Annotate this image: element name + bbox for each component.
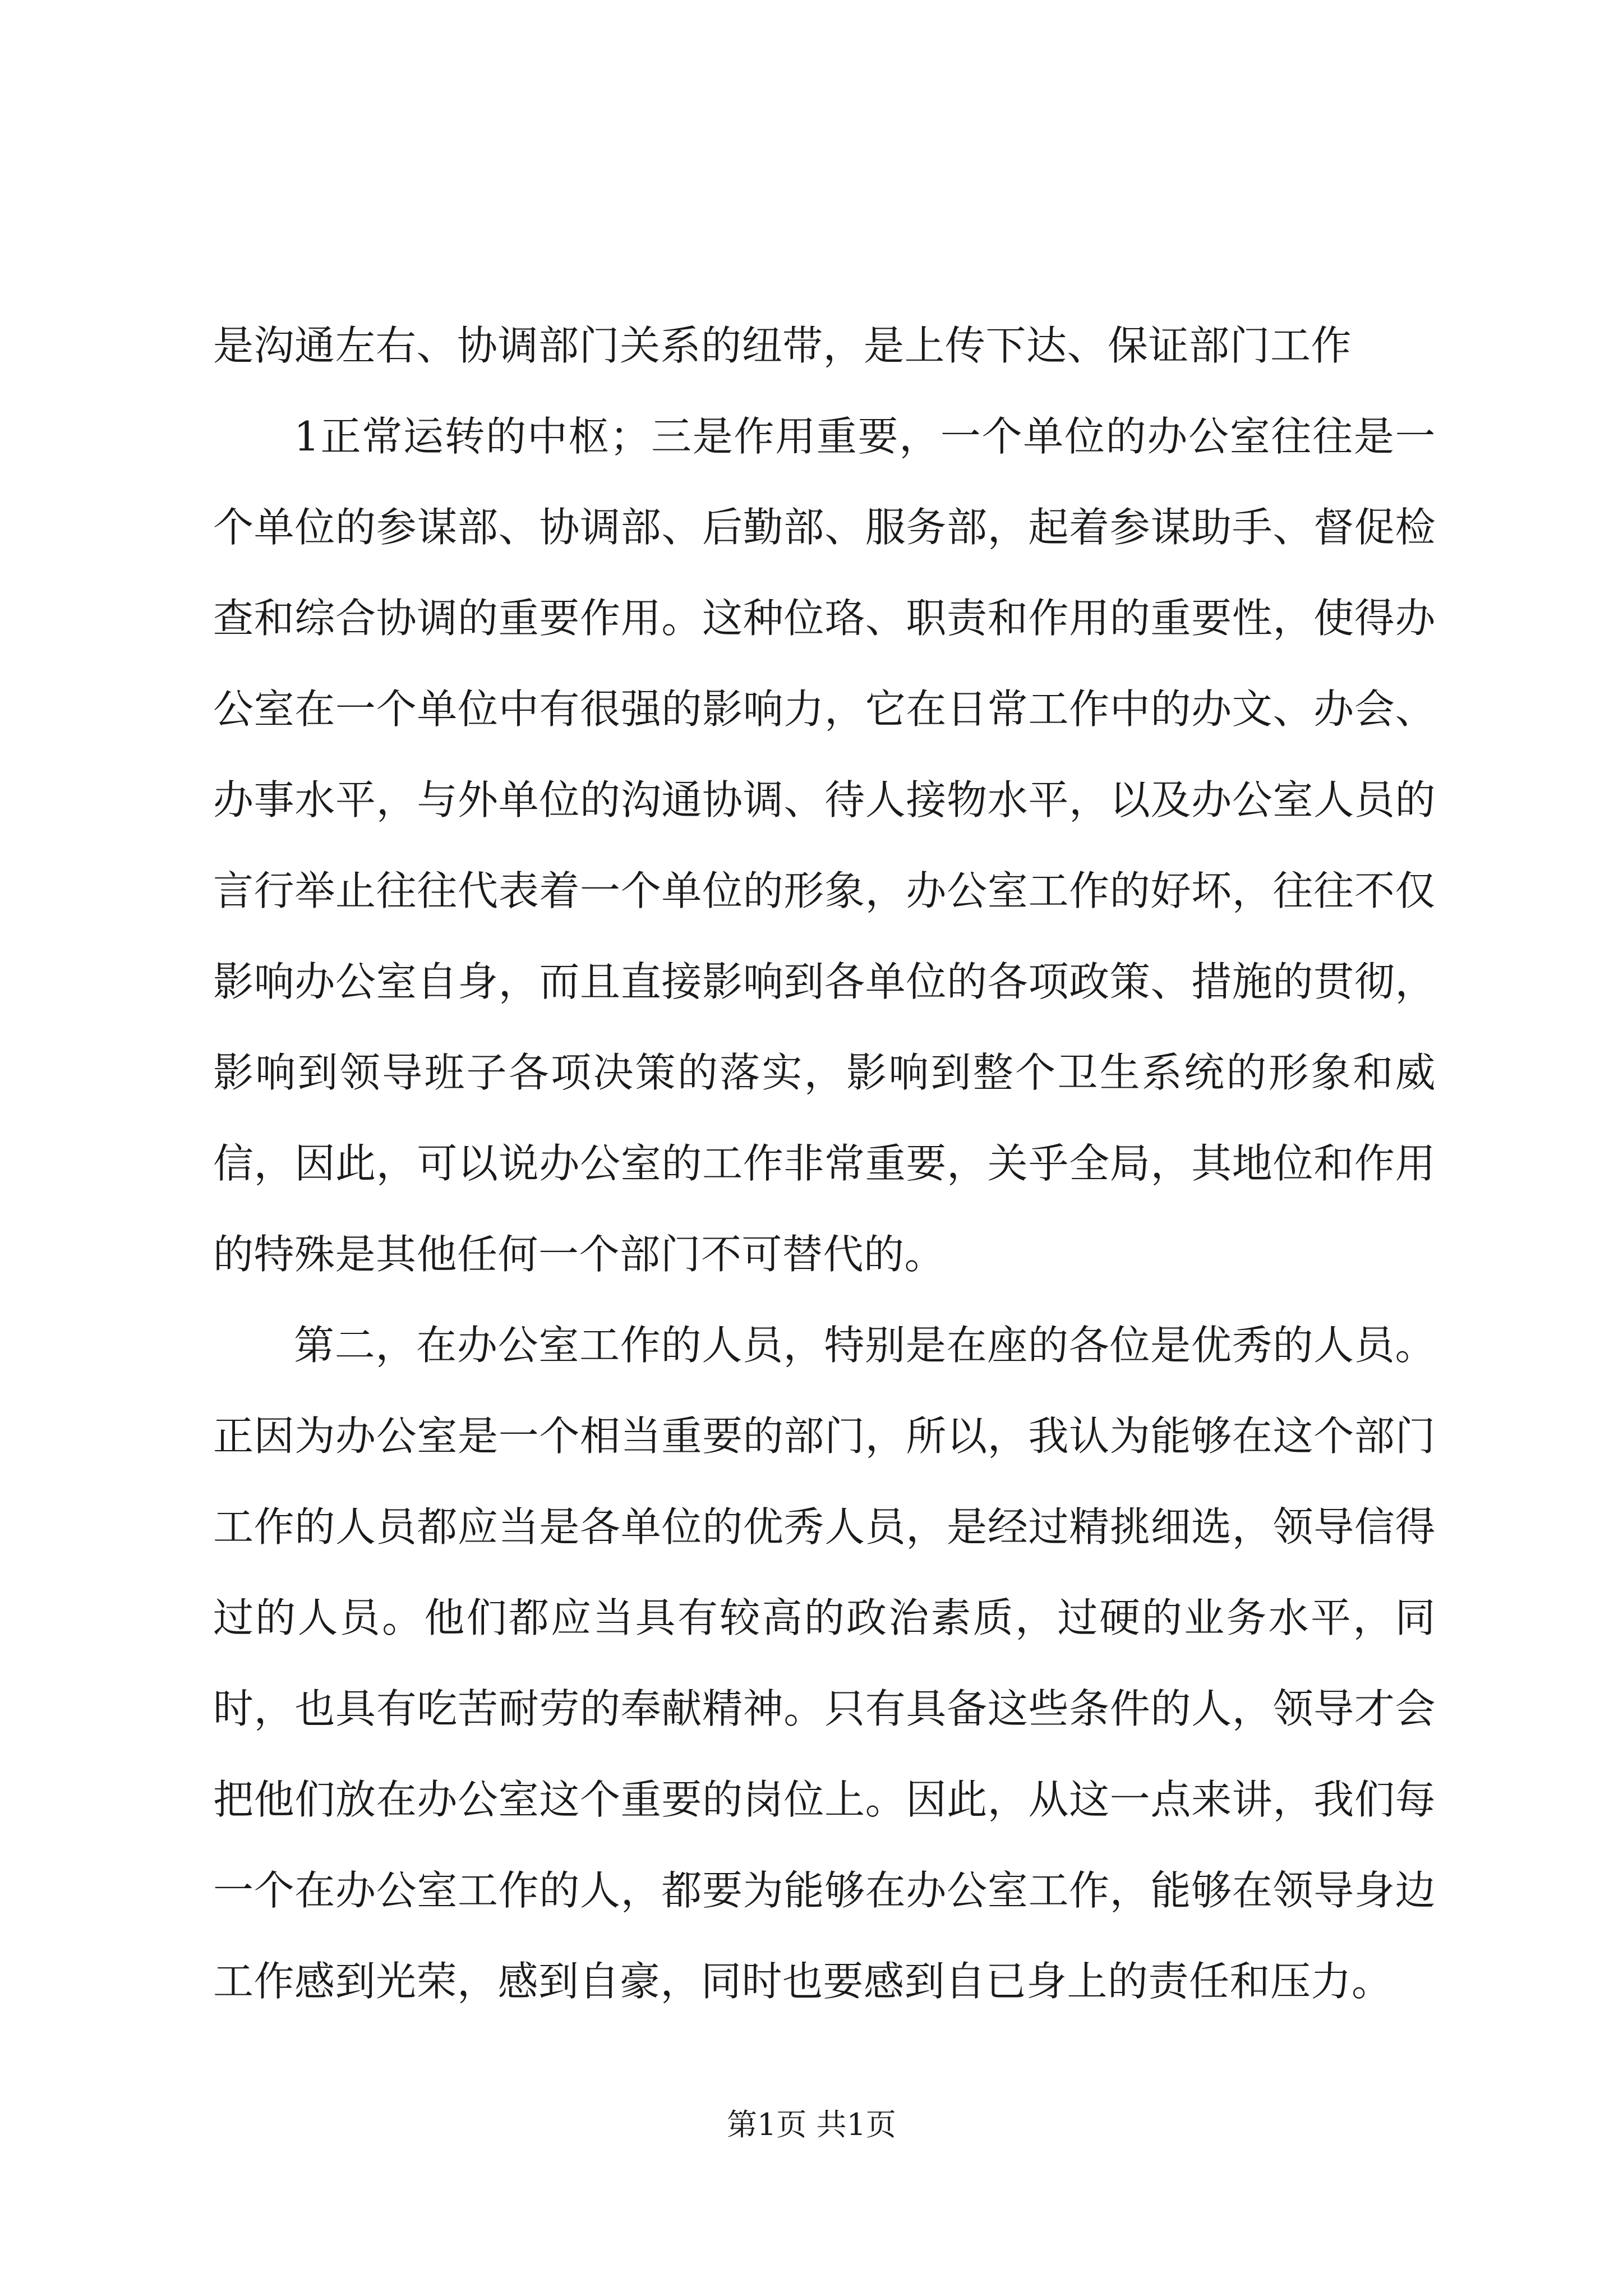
document-body — [213, 300, 1436, 2027]
page-footer: 第1页 共1页 — [727, 2107, 896, 2142]
paragraph-excellent-staff: 第二，在办公室工作的人员，特别是在座的各位是优秀的人员。正因为办公室是一个相当重要的部门，所以，我认为能够在这个部门工作的人员都应当是各单位的优秀人员，是经过精挑细选，领导信得过的人员。他们都应当具有较高的政治素质，过硬的业务水平，同时，也具有吃苦耐劳的奉献精神。只有具备这些条件的人，领导才会把他们放在办公室这个重要的岗位上。因此，从这一点来讲，我们每一个在办公室工作的人，都要为能够在办公室工作，能够在领导身边工作感到光荣，感到自豪，同时也要感到自已身上的责任和压力。 — [213, 1322, 1436, 2005]
paragraph-continuation: 是沟通左右、协调部门关系的纽带，是上传下达、保证部门工作 — [213, 322, 1352, 369]
paragraph-role-importance: 1正常运转的中枢；三是作用重要，一个单位的办公室往往是一个单位的参谋部、协调部、后勤部、服务部，起着参谋助手、督促检查和综合协调的重要作用。这种位珞、职责和作用的重要性，使得办公室在一个单位中有很强的影响力，它在日常工作中的办文、办会、办事水平，与外单位的沟通协调、待人接物水平，以及办公室人员的言行举止往往代表着一个单位的形象，办公室工作的好坏，往往不仅影响办公室自身，而且直接影响到各单位的各项政策、措施的贯彻，影响到领导班子各项决策的落实，影响到整个卫生系统的形象和威信，因此，可以说办公室的工作非常重要，关乎全局，其地位和作用的特殊是其他任何一个部门不可替代的。 — [213, 413, 1436, 1278]
